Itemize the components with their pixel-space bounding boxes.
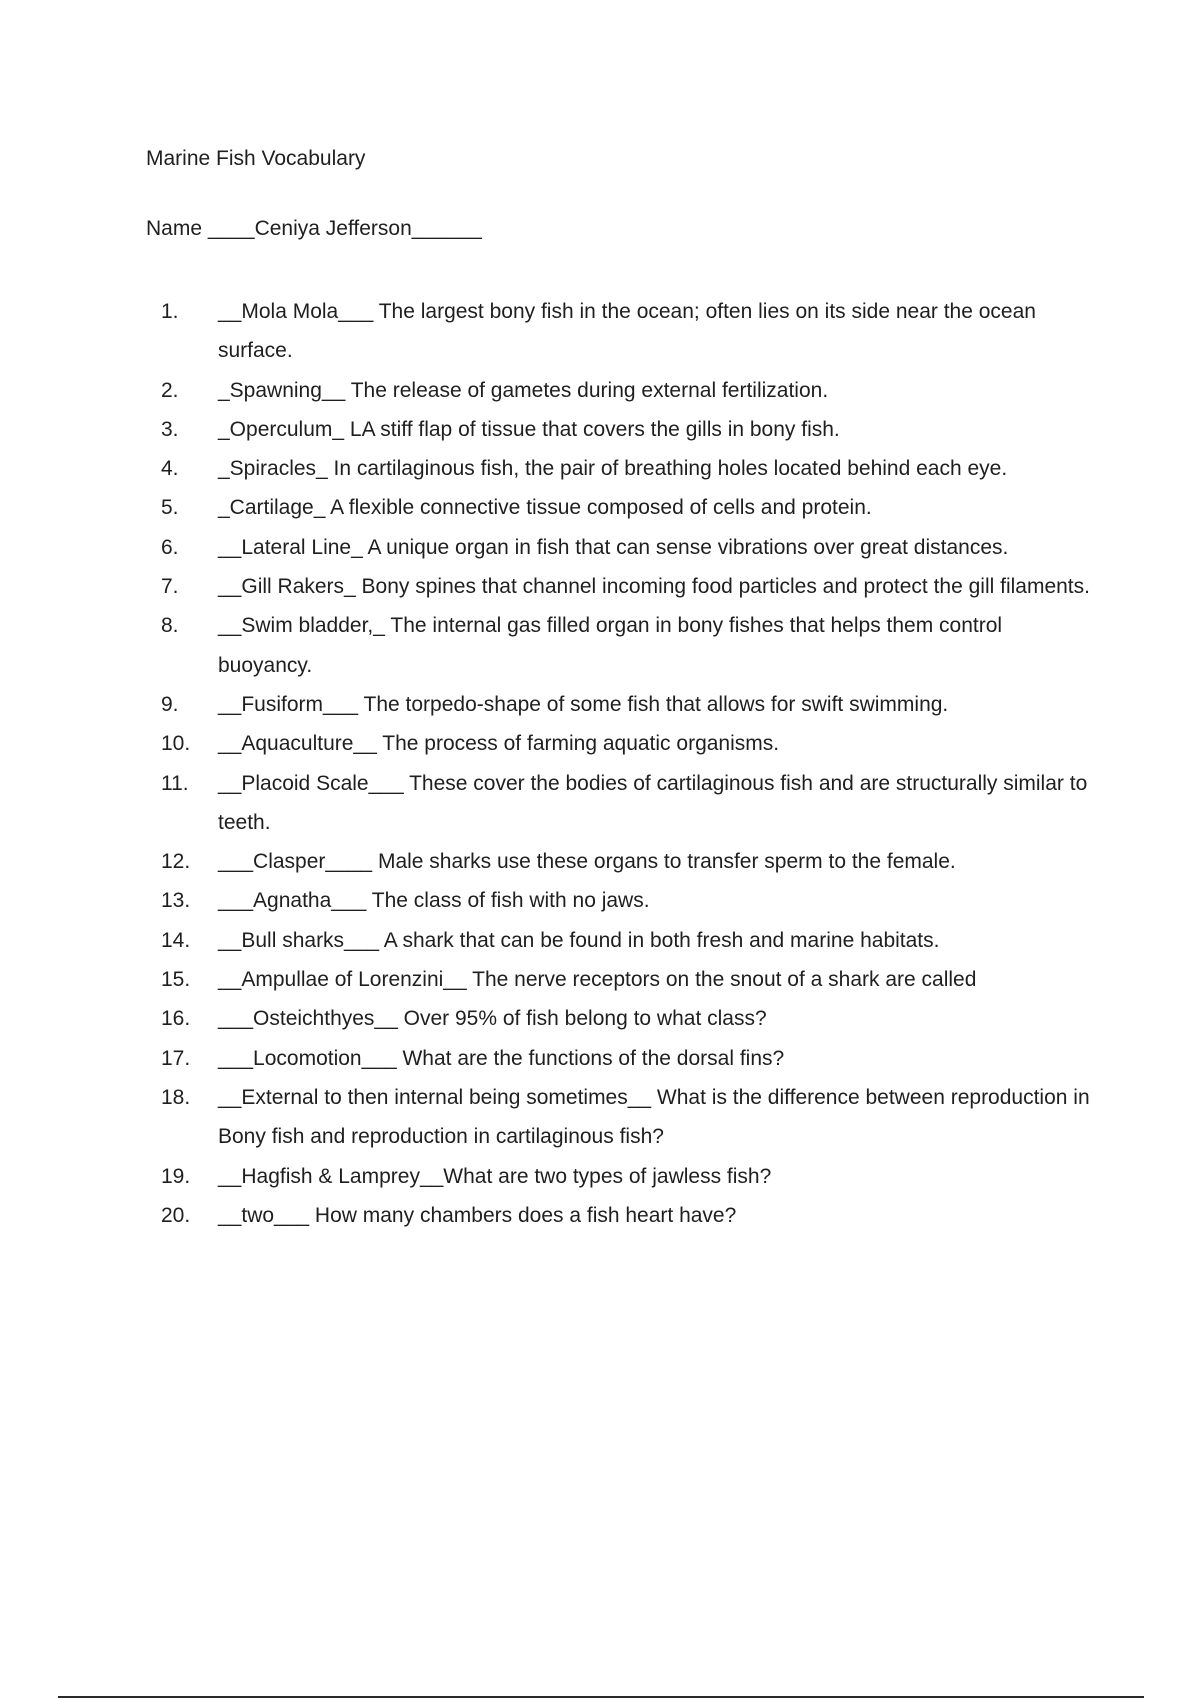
list-item <box>161 567 1098 606</box>
item-text: ___Locomotion___ What are the functions of the dorsal fins? <box>218 1046 785 1070</box>
list-item <box>161 606 1098 685</box>
item-text: __Fusiform___ The torpedo-shape of some fish that allows for swift swimming. <box>218 692 949 716</box>
list-item <box>161 842 1098 881</box>
item-number: 18. <box>161 1085 191 1109</box>
student-name-line: Name ____Ceniya Jefferson______ <box>146 217 482 240</box>
item-number: 12. <box>161 850 191 874</box>
item-text: __Hagfish & Lamprey__What are two types of jawless fish? <box>218 1164 772 1188</box>
item-number: 17. <box>161 1046 191 1070</box>
item-text: __Swim bladder,_ The internal gas filled organ in bony fishes that helps them control buoyancy. <box>218 614 1003 677</box>
item-text: ___Clasper____ Male sharks use these organs to transfer sperm to the female. <box>218 850 956 874</box>
list-item <box>161 449 1098 488</box>
list-item <box>161 488 1098 527</box>
item-number: 6. <box>161 535 179 559</box>
list-item <box>161 960 1098 999</box>
item-text: __Lateral Line_ A unique organ in fish that can sense vibrations over great distances. <box>218 535 1009 559</box>
item-text: _Spawning__ The release of gametes during external fertilization. <box>218 378 829 402</box>
list-item <box>161 881 1098 920</box>
item-number: 13. <box>161 889 191 913</box>
item-text: __Placoid Scale___ These cover the bodies of cartilaginous fish and are structurally similar to teeth. <box>218 771 1088 834</box>
document-title: Marine Fish Vocabulary <box>146 147 366 170</box>
item-text: _Spiracles_ In cartilaginous fish, the pair of breathing holes located behind each eye. <box>218 457 1008 481</box>
item-number: 11. <box>161 771 189 795</box>
item-number: 16. <box>161 1007 191 1031</box>
list-item <box>161 410 1098 449</box>
list-item <box>161 724 1098 763</box>
item-number: 4. <box>161 457 179 481</box>
list-item <box>161 999 1098 1038</box>
item-text: __Bull sharks___ A shark that can be found in both fresh and marine habitats. <box>218 928 940 952</box>
item-text: __Gill Rakers_ Bony spines that channel incoming food particles and protect the gill filaments. <box>218 575 1090 599</box>
item-number: 10. <box>161 732 191 756</box>
item-number: 1. <box>161 300 179 323</box>
item-number: 19. <box>161 1164 191 1188</box>
item-text: __Aquaculture__ The process of farming aquatic organisms. <box>218 732 780 756</box>
item-number: 7. <box>161 575 179 599</box>
item-number: 14. <box>161 928 191 952</box>
list-item <box>161 292 1098 371</box>
page-bottom-divider <box>58 1696 1144 1698</box>
item-number: 2. <box>161 378 179 402</box>
item-number: 3. <box>161 417 179 441</box>
item-text: _Operculum_ LA stiff flap of tissue that covers the gills in bony fish. <box>218 417 840 441</box>
list-item <box>161 1157 1098 1196</box>
vocabulary-list <box>161 292 1098 1235</box>
list-item <box>161 685 1098 724</box>
item-text: __two___ How many chambers does a fish heart have? <box>218 1203 737 1227</box>
list-item <box>161 1039 1098 1078</box>
list-item <box>161 528 1098 567</box>
item-text: __External to then internal being sometimes__ What is the difference between reproduction in Bony fish and reproduction in cartilaginous fish? <box>218 1085 1090 1149</box>
list-item <box>161 921 1098 960</box>
item-number: 5. <box>161 496 179 520</box>
item-text: _Cartilage_ A flexible connective tissue composed of cells and protein. <box>218 496 872 520</box>
item-text: __Mola Mola___ The largest bony fish in the ocean; often lies on its side near the ocean surface. <box>218 300 1036 363</box>
list-item <box>161 764 1098 843</box>
item-number: 8. <box>161 614 179 638</box>
list-item <box>161 1196 1098 1235</box>
item-text: __Ampullae of Lorenzini__ The nerve receptors on the snout of a shark are called <box>218 968 977 992</box>
list-item <box>161 1078 1098 1157</box>
item-text: ___Osteichthyes__ Over 95% of fish belong to what class? <box>218 1007 767 1031</box>
item-number: 20. <box>161 1203 191 1227</box>
item-number: 9. <box>161 692 179 716</box>
list-item <box>161 371 1098 410</box>
item-text: ___Agnatha___ The class of fish with no jaws. <box>218 889 650 913</box>
item-number: 15. <box>161 968 191 992</box>
